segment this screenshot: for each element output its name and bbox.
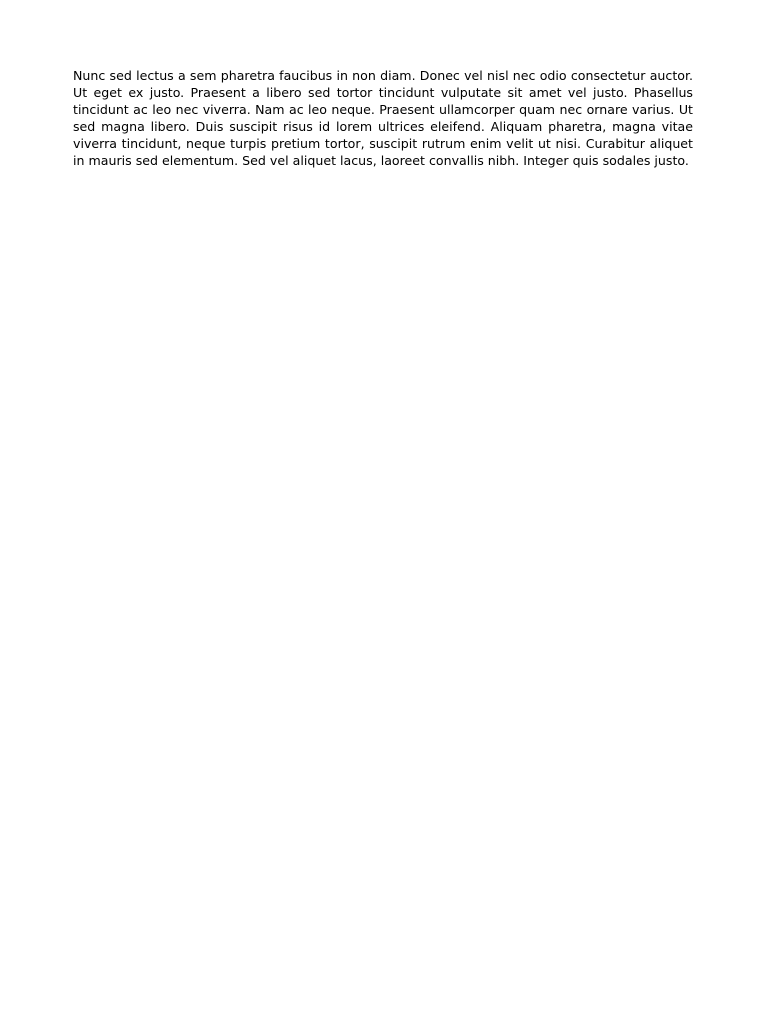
body-paragraph: Nunc sed lectus a sem pharetra faucibus in non diam. Donec vel nisl nec odio consectetur auctor. Ut eget ex justo. Praesent a libero sed tortor tincidunt vulputate sit amet vel justo. Phasellus tincidunt ac leo nec viverra. Nam ac leo neque. Praesent ullamcorper quam nec ornare varius. Ut sed magna libero. Duis suscipit risus id lorem ultrices eleifend. Aliquam pharetra, magna vitae viverra tincidunt, neque turpis pretium tortor, suscipit rutrum enim velit ut nisi. Curabitur aliquet in mauris sed elementum. Sed vel aliquet lacus, laoreet convallis nibh. Integer quis sodales justo. (73, 68, 693, 169)
